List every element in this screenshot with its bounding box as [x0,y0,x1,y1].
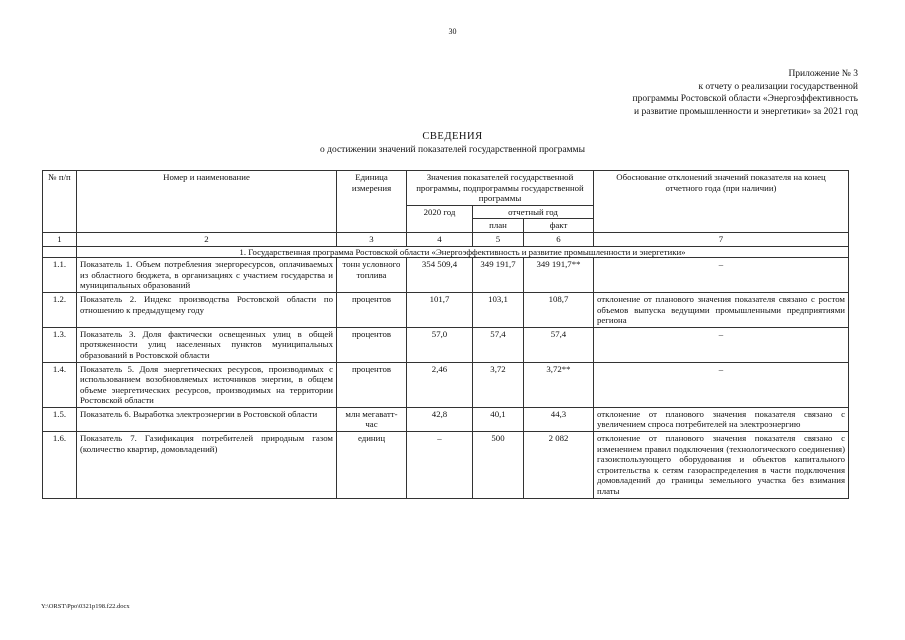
row-unit: тонн условного топлива [337,258,407,293]
table-row [43,432,849,499]
header-values: Значения показателей государственной программы, подпрограммы государственной программы [407,171,594,206]
table-row [43,292,849,327]
row-justification: отклонение от планового значения показателя связано с увеличением спроса потребителей на электроэнергию [594,407,849,431]
row-fact-value: 2 082 [524,432,594,499]
row-fact-value: 44,3 [524,407,594,431]
row-num: 1.3. [43,327,77,362]
row-2020-value: – [407,432,473,499]
header-2020: 2020 год [407,205,473,232]
page-number: 30 [448,27,457,36]
table-row [43,407,849,431]
row-fact-value: 57,4 [524,327,594,362]
row-plan-value: 500 [473,432,524,499]
row-unit: млн мегаватт-час [337,407,407,431]
row-fact-value: 3,72** [524,362,594,407]
header-justification: Обоснование отклонений значений показателя на конец отчетного года (при наличии) [594,171,849,233]
row-justification: – [594,327,849,362]
section-title: 1. Государственная программа Ростовской области «Энергоэффективность и развитие промышленности и энергетики» [77,246,849,258]
column-number: 5 [473,232,524,246]
header-unit: Единица измерения [337,171,407,233]
row-justification: – [594,362,849,407]
row-plan-value: 40,1 [473,407,524,431]
column-number-row [43,232,849,246]
header-plan: план [473,219,524,233]
row-indicator-name: Показатель 5. Доля энергетических ресурсов, производимых с использованием возобновляемых источников энергии, в общем объеме энергетических ресурсов, производимых на территории Ростовской области [77,362,337,407]
row-num: 1.6. [43,432,77,499]
table-row [43,327,849,362]
row-indicator-name: Показатель 3. Доля фактически освещенных улиц в общей протяженности улиц населенных пунктов муниципальных образований в Ростовской области [77,327,337,362]
appendix-line: и развитие промышленности и энергетики» за 2021 год [634,106,858,117]
row-num: 1.4. [43,362,77,407]
row-unit: процентов [337,362,407,407]
row-fact-value: 349 191,7** [524,258,594,293]
row-2020-value: 101,7 [407,292,473,327]
row-2020-value: 354 509,4 [407,258,473,293]
header-fact: факт [524,219,594,233]
row-plan-value: 57,4 [473,327,524,362]
row-indicator-name: Показатель 2. Индекс производства Ростовской области по отношению к предыдущему году [77,292,337,327]
column-number: 2 [77,232,337,246]
column-number: 4 [407,232,473,246]
table-header-row [43,171,849,206]
row-justification: – [594,258,849,293]
row-2020-value: 42,8 [407,407,473,431]
column-number: 1 [43,232,77,246]
header-name: Номер и наименование [77,171,337,233]
column-number: 6 [524,232,594,246]
row-2020-value: 57,0 [407,327,473,362]
header-num: № п/п [43,171,77,233]
section-num-cell [43,246,77,258]
column-number: 3 [337,232,407,246]
row-justification: отклонение от планового значения показателя связано с ростом объемов выпуска ведущими промышленными предприятиями региона [594,292,849,327]
appendix-line: программы Ростовской области «Энергоэффективность [632,94,858,104]
indicators-table [42,170,849,499]
row-indicator-name: Показатель 7. Газификация потребителей природным газом (количество квартир, домовладений) [77,432,337,499]
row-indicator-name: Показатель 1. Объем потребления энергоресурсов, оплачиваемых из областного бюджета, в организациях с участием государства и муниципальных образований [77,258,337,293]
row-indicator-name: Показатель 6. Выработка электроэнергии в Ростовской области [77,407,337,431]
row-unit: единиц [337,432,407,499]
appendix-line: к отчету о реализации государственной [698,81,858,92]
section-row [43,246,849,258]
row-plan-value: 349 191,7 [473,258,524,293]
row-num: 1.1. [43,258,77,293]
row-fact-value: 108,7 [524,292,594,327]
document-title: СВЕДЕНИЯ [422,131,483,142]
table-row [43,258,849,293]
row-unit: процентов [337,327,407,362]
row-unit: процентов [337,292,407,327]
header-reporting-year: отчетный год [473,205,594,219]
document-subtitle: о достижении значений показателей государственной программы [320,145,585,155]
column-number: 7 [594,232,849,246]
row-plan-value: 103,1 [473,292,524,327]
row-num: 1.2. [43,292,77,327]
table-row [43,362,849,407]
appendix-header [528,68,858,118]
row-justification: отклонение от планового значения показателя связано с изменением правил подключения (технологического соединения) газоиспользующего оборудования и объектов капитального строительства к сетям газораспределения в части подключения домовладений до границы земельного участка без взимания платы [594,432,849,499]
row-plan-value: 3,72 [473,362,524,407]
row-num: 1.5. [43,407,77,431]
row-2020-value: 2,46 [407,362,473,407]
footer-file-path: Y:\ORST\Ppo\0321p198.f22.docx [41,603,130,610]
appendix-line: Приложение № 3 [788,69,858,79]
